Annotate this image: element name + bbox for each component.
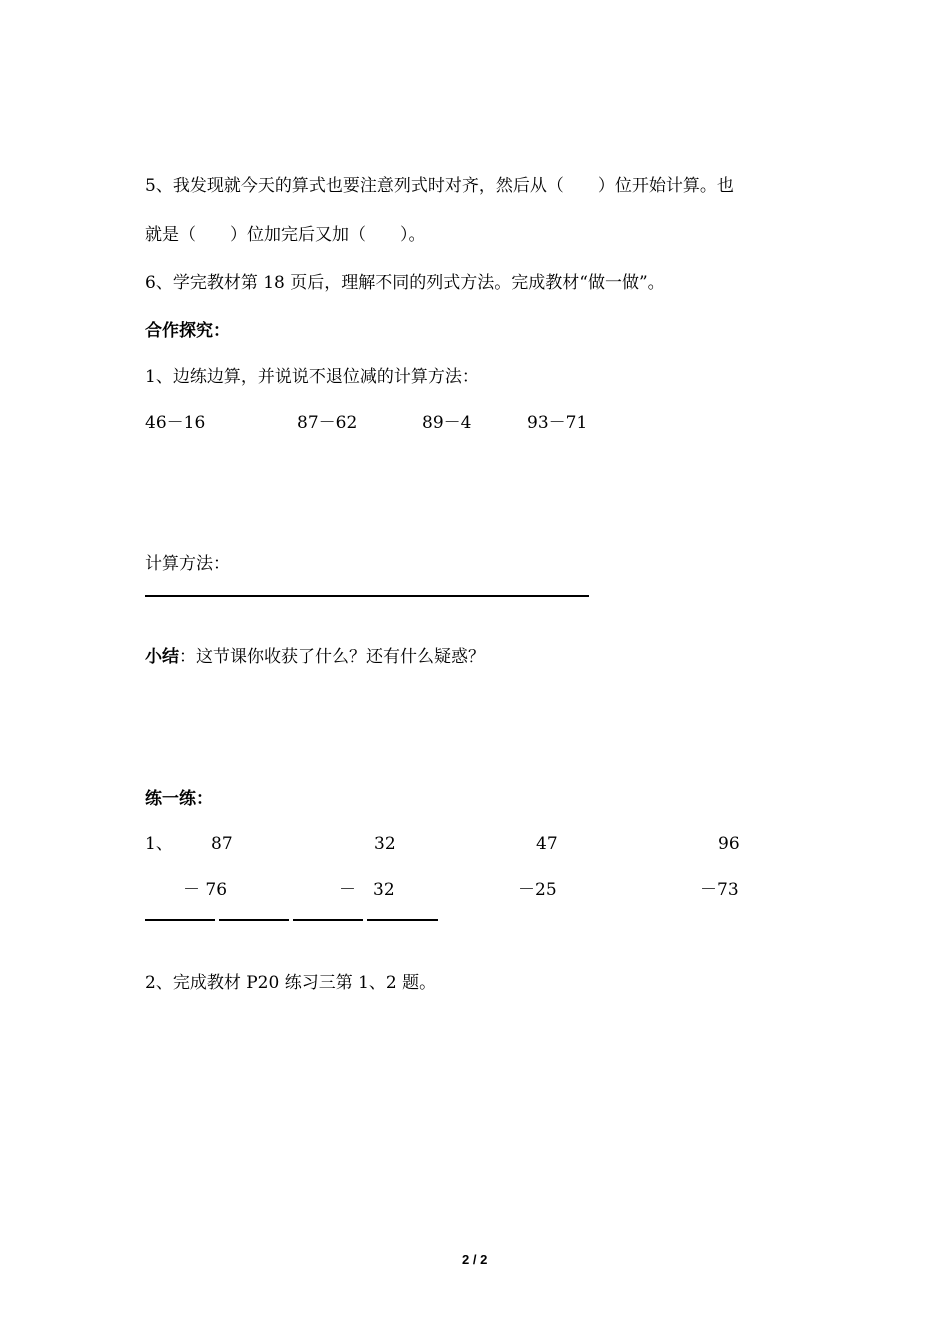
exercise-item: 87－62: [297, 413, 358, 433]
vertical-answer-line: [219, 919, 289, 921]
page-number: 2 / 2: [462, 1252, 488, 1267]
vertical-top-number: 47: [536, 834, 558, 854]
cooperate-question-1: 1、边练边算，并说说不退位减的计算方法：: [145, 367, 479, 387]
method-answer-line: [145, 595, 589, 597]
question-5-line-1: 5、我发现就今天的算式也要注意列式时对齐，然后从（ ）位开始计算。也: [145, 176, 734, 196]
vertical-answer-line: [145, 919, 215, 921]
method-label: 计算方法：: [145, 554, 230, 574]
summary-text: ：这节课你收获了什么？还有什么疑惑？: [179, 647, 485, 667]
vertical-bottom-expression: － 76: [183, 880, 228, 900]
vertical-top-number: 87: [211, 834, 233, 854]
exercise-item: 93－71: [527, 413, 588, 433]
exercise-item: 46－16: [145, 413, 206, 433]
vertical-answer-line: [293, 919, 363, 921]
summary-line: [145, 646, 485, 668]
summary-label: 小结: [145, 647, 179, 667]
vertical-top-number: 32: [374, 834, 396, 854]
vertical-top-number: 96: [718, 834, 740, 854]
vertical-bottom-expression: －73: [700, 880, 739, 900]
question-5-line-2: 就是（ ）位加完后又加（ ）。: [145, 225, 426, 245]
practice-question-1-prefix: 1、: [145, 834, 173, 854]
vertical-bottom-expression: －25: [518, 880, 557, 900]
section-heading-practice: 练一练：: [145, 789, 213, 809]
vertical-bottom-expression: － 32: [339, 880, 395, 900]
question-6: 6、学完教材第 18 页后，理解不同的列式方法。完成教材“做一做”。: [145, 273, 665, 293]
vertical-answer-line: [367, 919, 438, 921]
exercise-item: 89－4: [422, 413, 472, 433]
practice-question-2: 2、完成教材 P20 练习三第 1、2 题。: [145, 973, 437, 993]
section-heading-cooperate: 合作探究：: [145, 321, 230, 341]
